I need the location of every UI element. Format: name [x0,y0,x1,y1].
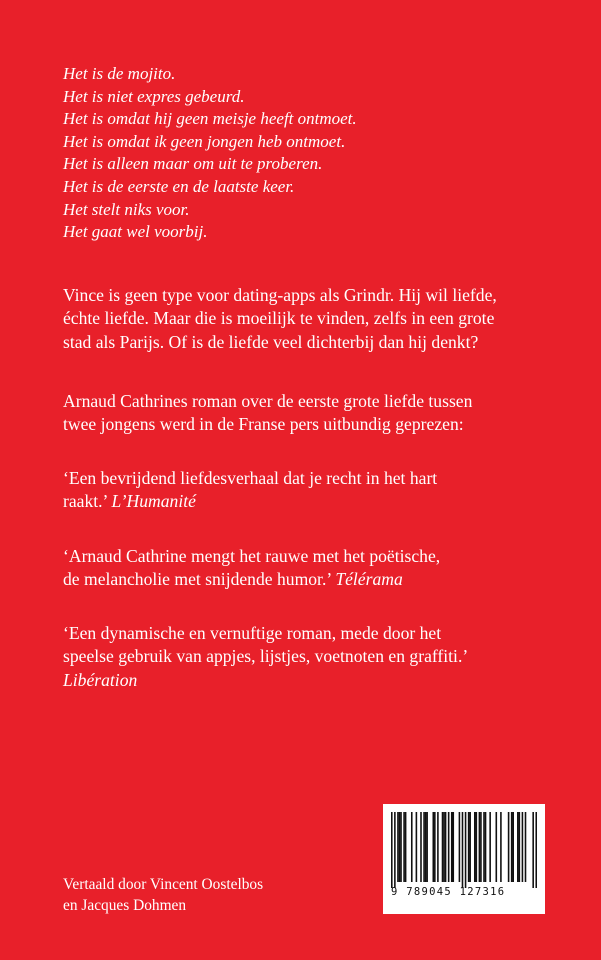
barcode [383,804,545,914]
blurb-line: stad als Parijs. Of is de liefde veel dichterbij dan hij denkt? [63,331,479,352]
review-quote [63,467,543,514]
quote-text: de melancholie met snijdende humor.’ [63,569,331,590]
barcode-bar [426,812,428,882]
barcode-bar [532,812,534,888]
barcode-bar [420,812,422,882]
poem-line: Het is alleen maar om uit te proberen. [63,154,323,174]
barcode-bar [496,812,498,882]
poem-line: Het stelt niks voor. [63,199,190,219]
barcode-bar [519,812,521,882]
poem-line: Het gaat wel voorbij. [63,222,208,242]
barcode-bar [452,812,454,882]
barcode-bar [485,812,487,882]
barcode-bar [432,812,434,882]
barcode-bar [443,812,445,882]
barcode-bar [468,812,470,882]
poem-line: Het is de eerste en de laatste keer. [63,176,295,196]
credits-line: Vertaald door Vincent Oostelbos [63,876,264,893]
quote-line: speelse gebruik van appjes, lijstjes, voetnoten en graffiti.’ [63,646,469,667]
barcode-bar [391,812,393,888]
quote-source: Libération [63,669,138,690]
barcode-bar [476,812,478,882]
poem-line: Het is omdat ik geen jongen heb ontmoet. [63,131,346,151]
credits-line: en Jacques Dohmen [63,897,187,914]
poem-line: Het is de mojito. [63,64,176,83]
blurb-line: Vince is geen type voor dating-apps als Grindr. Hij wil liefde, [63,285,497,305]
barcode-bar [479,812,481,882]
quote-line: ‘Een bevrijdend liefdesverhaal dat je recht in het hart [63,468,438,488]
blurb-paragraph [63,284,543,354]
barcode-bar [508,812,510,882]
barcode-bar [434,812,436,882]
barcode-bar [500,812,502,882]
isbn-number: 9 789045 127316 [391,886,506,898]
intro-paragraph [63,390,543,437]
poem-line: Het is omdat hij geen meisje heeft ontmoet. [63,109,357,129]
barcode-bar [535,812,537,888]
barcode-bar [448,812,450,882]
barcode-bar [405,812,407,882]
barcode-bar [522,812,524,882]
barcode-bar [517,812,519,882]
quote-line: ‘Arnaud Cathrine mengt het rauwe met het poëtische, [63,546,441,566]
quote-line [63,568,543,591]
barcode-bar [525,812,527,882]
quote-line: ‘Een dynamische en vernuftige roman, mede door het [63,623,442,643]
quote-line [63,490,543,513]
quote-source: L’Humanité [111,491,196,512]
barcode-bar [469,812,471,882]
review-quote [63,622,543,692]
barcode-bar [445,812,447,882]
barcode-bar [399,812,401,882]
barcode-bar [442,812,444,882]
barcode-bar [437,812,439,882]
barcode-bar [480,812,482,882]
barcode-bar [416,812,418,882]
intro-line: Arnaud Cathrines roman over de eerste grote liefde tussen [63,391,473,411]
barcode-bar [423,812,425,882]
review-quote [63,545,543,592]
barcode-bar [474,812,476,882]
barcode-bar [465,812,467,888]
barcode-bar [483,812,485,882]
barcode-bar [451,812,453,882]
barcode-bar [512,812,514,882]
barcode-bar [489,812,491,882]
intro-line: twee jongens werd in de Franse pers uitbundig geprezen: [63,414,464,435]
translator-credits [63,874,263,916]
quote-source: Télérama [335,569,403,590]
barcode-bar [459,812,461,882]
poem [63,63,543,244]
poem-line: Het is niet expres gebeurd. [63,86,245,106]
barcode-bar [397,812,399,882]
barcode-bar [511,812,513,882]
barcode-bar [403,812,405,882]
barcode-bar [400,812,402,882]
barcode-bar [411,812,413,882]
barcode-bar [462,812,464,888]
barcode-bar [394,812,396,888]
barcode-bars [391,812,537,888]
quote-text: raakt.’ [63,491,108,512]
barcode-bar [425,812,427,882]
blurb-line: échte liefde. Maar die is moeilijk te vinden, zelfs in een grote [63,308,495,329]
